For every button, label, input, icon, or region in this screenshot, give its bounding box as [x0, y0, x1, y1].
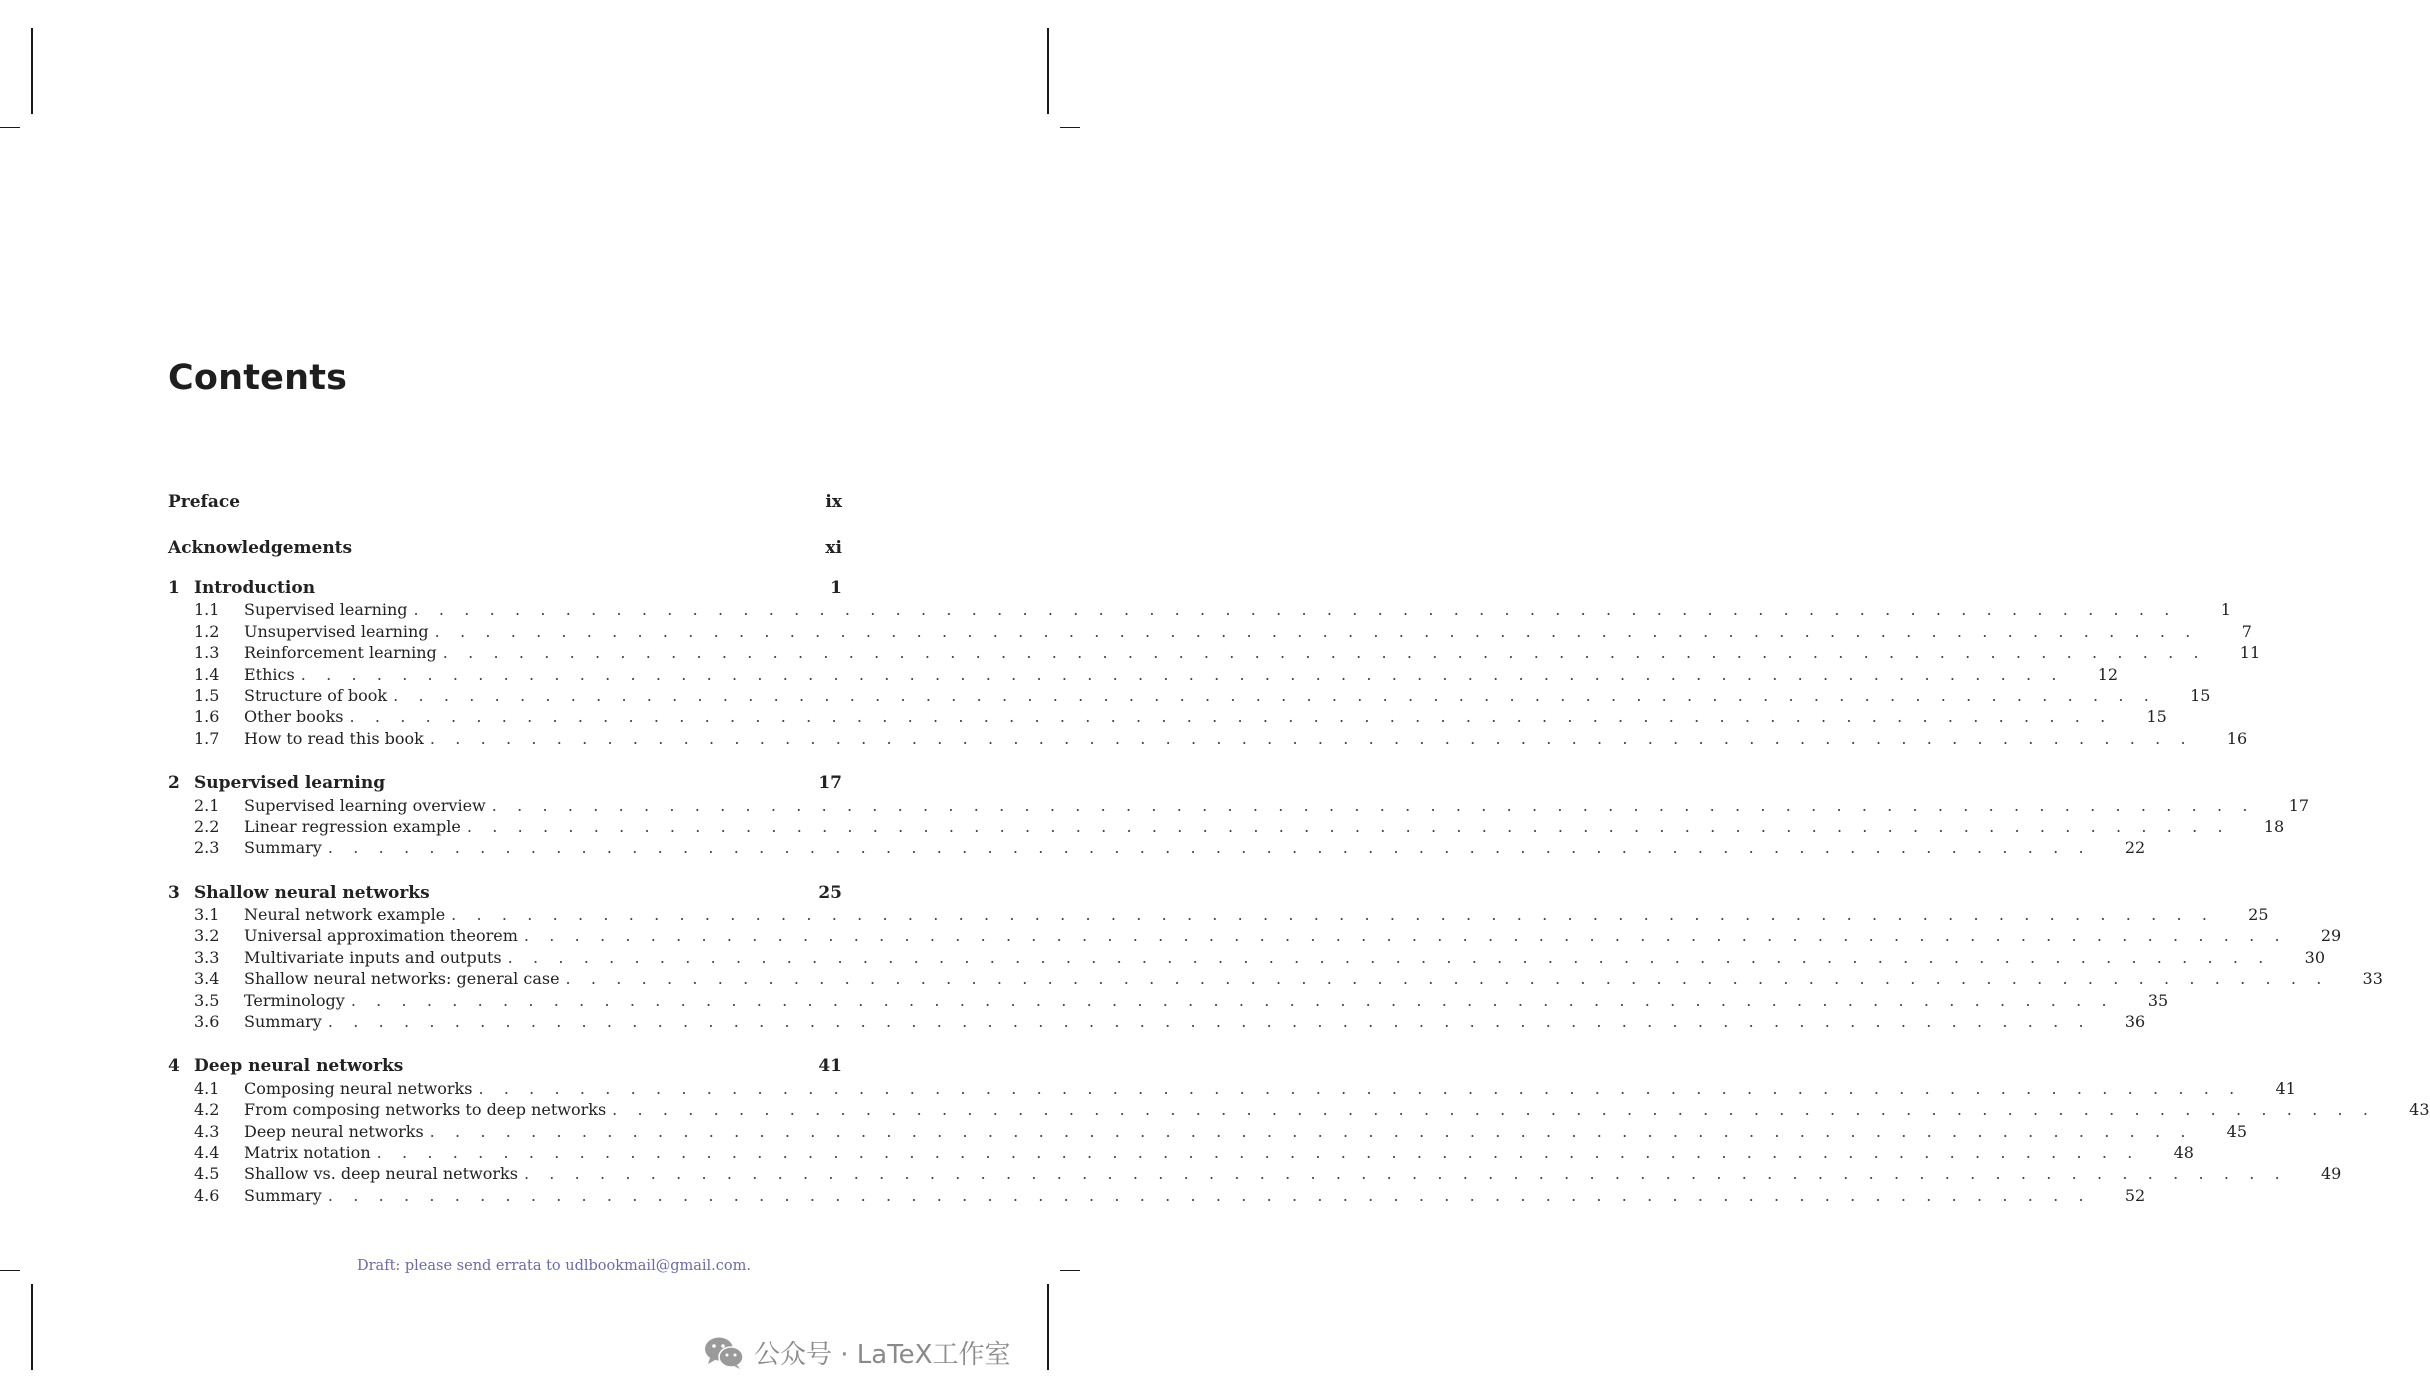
- toc-section: [168, 728, 2248, 749]
- section-title: How to read this book: [244, 728, 424, 748]
- section-page: 43: [2409, 1100, 2430, 1120]
- toc-chapter: [168, 882, 2383, 1033]
- table-of-contents: [168, 486, 2430, 1206]
- toc-section: [168, 837, 2146, 858]
- toc-section: [168, 1142, 2194, 1163]
- crop-mark: [31, 1284, 33, 1370]
- section-number: 4.4: [194, 1142, 220, 1162]
- entry-page: xi: [825, 538, 842, 558]
- section-number: 3.2: [194, 926, 220, 946]
- toc-chapter: [168, 578, 2261, 749]
- chapter-page: 41: [818, 1056, 842, 1077]
- section-number: 4.5: [194, 1164, 220, 1184]
- section-number: 3.1: [194, 905, 220, 925]
- section-title: Neural network example: [244, 905, 446, 925]
- section-title: Other books: [244, 707, 344, 727]
- section-page: 30: [2304, 947, 2325, 967]
- section-page: 36: [2124, 1012, 2146, 1032]
- section-title: Composing neural networks: [244, 1078, 473, 1098]
- section-page: 12: [2097, 664, 2119, 684]
- section-number: 1.6: [194, 707, 220, 727]
- toc-section: [168, 947, 2325, 968]
- section-title: Shallow neural networks: general case: [244, 969, 560, 989]
- entry-title: Preface: [168, 492, 241, 512]
- section-number: 4.2: [194, 1100, 220, 1120]
- dot-leader: . . . . . . . . . . . . . . . . . . . . . . . . . . . . . . . . . . . . . . . . . . . . . . . . . . . . . . . . . . . . . . . . . . . . . .: [429, 1121, 2194, 1141]
- chapter-page: 25: [818, 882, 842, 903]
- chapter-spacer: [168, 749, 842, 773]
- section-page: 11: [2239, 643, 2261, 663]
- dot-leader: . . . . . . . . . . . . . . . . . . . . . . . . . . . . . . . . . . . . . . . . . . . . . . . . . . . . . . . . . . . . . . . . . . . . . .: [393, 685, 2157, 705]
- dot-leader: . . . . . . . . . . . . . . . . . . . . . . . . . . . . . . . . . . . . . . . . . . . . . . . . . . . . . . . . . . . . . . . . . . . . . .: [491, 795, 2256, 815]
- crop-mark: [0, 127, 20, 128]
- section-number: 3.4: [194, 969, 220, 989]
- section-title: Summary: [244, 1012, 322, 1032]
- dot-leader: . . . . . . . . . . . . . . . . . . . . . . . . . . . . . . . . . . . . . . . . . . . . . . . . . . . . . . . . . . . . . . . . . . . . . .: [442, 643, 2207, 663]
- crop-mark: [1047, 1284, 1049, 1370]
- section-title: Reinforcement learning: [244, 643, 437, 663]
- section-page: 29: [2320, 926, 2342, 946]
- toc-chapter: [168, 1056, 2430, 1206]
- dot-leader: . . . . . . . . . . . . . . . . . . . . . . . . . . . . . . . . . . . . . . . . . . . . . . . . . . . . . . . . . . . . . . . . . . . . . .: [300, 664, 2065, 684]
- chapters-list: [168, 578, 2430, 1206]
- chapter-number: 2: [168, 773, 180, 794]
- entry-page: ix: [825, 492, 842, 512]
- chapter-number: 1: [168, 578, 180, 598]
- page-title: Contents: [168, 358, 348, 398]
- chapter-page: 1: [830, 578, 842, 598]
- toc-section: [168, 599, 2231, 620]
- chapter-spacer: [168, 859, 842, 883]
- dot-leader: . . . . . . . . . . . . . . . . . . . . . . . . . . . . . . . . . . . . . . . . . . . . . . . . . . . . . . . . . . . . . . . . . . . . . .: [327, 838, 2092, 858]
- chapter-heading: [168, 883, 842, 904]
- section-title: Matrix notation: [244, 1142, 371, 1162]
- toc-section: [168, 925, 2342, 946]
- section-page: 18: [2263, 816, 2285, 836]
- section-title: Supervised learning: [244, 600, 408, 620]
- footer-note: Draft: please send errata to udlbookmail@gmail.com.: [357, 1258, 751, 1274]
- toc-section: [168, 990, 2169, 1011]
- chapter-heading: [168, 773, 842, 794]
- dot-leader: . . . . . . . . . . . . . . . . . . . . . . . . . . . . . . . . . . . . . . . . . . . . . . . . . . . . . . . . . . . . . . . . . . . . . .: [327, 1185, 2092, 1205]
- chapter-title: Deep neural networks: [194, 1056, 404, 1077]
- section-title: Linear regression example: [244, 816, 461, 836]
- chapter-spacer: [168, 1032, 842, 1056]
- toc-chapter: [168, 773, 2310, 859]
- section-page: 52: [2124, 1185, 2146, 1205]
- crop-mark: [1060, 127, 1080, 128]
- toc-section: [168, 1011, 2146, 1032]
- dot-leader: . . . . . . . . . . . . . . . . . . . . . . . . . . . . . . . . . . . . . . . . . . . . . . . . . . . . . . . . . . . . . . . . . . . . . .: [507, 947, 2271, 967]
- section-page: 45: [2226, 1121, 2248, 1141]
- section-page: 1: [2220, 600, 2231, 620]
- chapter-heading: [168, 578, 842, 599]
- section-page: 22: [2124, 838, 2146, 858]
- section-number: 2.2: [194, 816, 220, 836]
- dot-leader: . . . . . . . . . . . . . . . . . . . . . . . . . . . . . . . . . . . . . . . . . . . . . . . . . . . . . . . . . . . . . . . . . . . . . .: [523, 1164, 2288, 1184]
- dot-leader: . . . . . . . . . . . . . . . . . . . . . . . . . . . . . . . . . . . . . . . . . . . . . . . . . . . . . . . . . . . . . . . . . . . . . .: [451, 905, 2215, 925]
- toc-section: [168, 1078, 2296, 1099]
- toc-front-entry: [168, 486, 842, 532]
- dot-leader: . . . . . . . . . . . . . . . . . . . . . . . . . . . . . . . . . . . . . . . . . . . . . . . . . . . . . . . . . . . . . . . . . . . . . .: [612, 1100, 2376, 1120]
- dot-leader: . . . . . . . . . . . . . . . . . . . . . . . . . . . . . . . . . . . . . . . . . . . . . . . . . . . . . . . . . . . . . . . . . . . . . .: [565, 969, 2329, 989]
- toc-section: [168, 642, 2261, 663]
- section-title: Summary: [244, 838, 322, 858]
- section-number: 3.6: [194, 1012, 220, 1032]
- section-title: Ethics: [244, 664, 295, 684]
- section-title: Terminology: [244, 990, 345, 1010]
- section-number: 1.4: [194, 664, 220, 684]
- dot-leader: . . . . . . . . . . . . . . . . . . . . . . . . . . . . . . . . . . . . . . . . . . . . . . . . . . . . . . . . . . . . . . . . . . . . . .: [327, 1012, 2092, 1032]
- section-title: Shallow vs. deep neural networks: [244, 1164, 518, 1184]
- toc-section: [168, 816, 2285, 837]
- section-page: 17: [2288, 795, 2310, 815]
- chapter-title: Shallow neural networks: [194, 882, 430, 903]
- dot-leader: . . . . . . . . . . . . . . . . . . . . . . . . . . . . . . . . . . . . . . . . . . . . . . . . . . . . . . . . . . . . . . . . . . . . . .: [434, 621, 2198, 641]
- toc-section: [168, 664, 2119, 685]
- toc-section: [168, 1099, 2430, 1120]
- section-number: 2.3: [194, 838, 220, 858]
- dot-leader: . . . . . . . . . . . . . . . . . . . . . . . . . . . . . . . . . . . . . . . . . . . . . . . . . . . . . . . . . . . . . . . . . . . . . .: [350, 990, 2115, 1010]
- toc-section: [168, 1163, 2342, 1184]
- section-number: 1.7: [194, 728, 220, 748]
- section-title: Deep neural networks: [244, 1121, 424, 1141]
- toc-section: [168, 968, 2383, 989]
- dot-leader: . . . . . . . . . . . . . . . . . . . . . . . . . . . . . . . . . . . . . . . . . . . . . . . . . . . . . . . . . . . . . . . . . . . . . .: [478, 1078, 2242, 1098]
- section-title: Supervised learning overview: [244, 795, 486, 815]
- toc-section: [168, 1121, 2248, 1142]
- section-number: 1.5: [194, 685, 220, 705]
- section-page: 15: [2146, 707, 2167, 727]
- section-number: 4.1: [194, 1078, 220, 1098]
- section-number: 4.6: [194, 1185, 220, 1205]
- chapter-page: 17: [818, 773, 842, 794]
- toc-section: [168, 904, 2269, 925]
- section-page: 41: [2275, 1078, 2296, 1098]
- section-page: 48: [2173, 1142, 2194, 1162]
- section-title: Structure of book: [244, 685, 388, 705]
- section-page: 7: [2241, 621, 2252, 641]
- section-title: Universal approximation theorem: [244, 926, 518, 946]
- toc-section: [168, 685, 2211, 706]
- dot-leader: . . . . . . . . . . . . . . . . . . . . . . . . . . . . . . . . . . . . . . . . . . . . . . . . . . . . . . . . . . . . . . . . . . . . . .: [413, 600, 2177, 620]
- section-page: 33: [2362, 969, 2383, 989]
- watermark-text: 公众号 · LaTeX工作室: [754, 1340, 1011, 1370]
- dot-leader: . . . . . . . . . . . . . . . . . . . . . . . . . . . . . . . . . . . . . . . . . . . . . . . . . . . . . . . . . . . . . . . . . . . . . .: [376, 1142, 2140, 1162]
- section-number: 1.3: [194, 643, 220, 663]
- toc-front-entry: [168, 532, 842, 578]
- crop-mark: [1047, 28, 1049, 114]
- crop-mark: [31, 28, 33, 114]
- section-title: From composing networks to deep networks: [244, 1100, 607, 1120]
- section-page: 25: [2248, 905, 2269, 925]
- section-title: Summary: [244, 1185, 322, 1205]
- section-number: 1.2: [194, 621, 220, 641]
- dot-leader: . . . . . . . . . . . . . . . . . . . . . . . . . . . . . . . . . . . . . . . . . . . . . . . . . . . . . . . . . . . . . . . . . . . . . .: [349, 707, 2113, 727]
- chapter-title: Introduction: [194, 578, 316, 598]
- chapter-number: 3: [168, 882, 180, 903]
- section-page: 16: [2226, 728, 2248, 748]
- toc-section: [168, 795, 2310, 816]
- toc-section: [168, 706, 2167, 727]
- toc-section: [168, 621, 2252, 642]
- section-page: 49: [2320, 1164, 2342, 1184]
- toc-section: [168, 1185, 2146, 1206]
- chapter-heading: [168, 1056, 842, 1077]
- front-matter: [168, 486, 842, 578]
- watermark: [704, 1334, 1010, 1371]
- section-number: 2.1: [194, 795, 220, 815]
- chapter-number: 4: [168, 1056, 180, 1077]
- dot-leader: . . . . . . . . . . . . . . . . . . . . . . . . . . . . . . . . . . . . . . . . . . . . . . . . . . . . . . . . . . . . . . . . . . . . . .: [523, 926, 2288, 946]
- chapter-title: Supervised learning: [194, 773, 386, 794]
- section-number: 3.3: [194, 947, 220, 967]
- section-title: Multivariate inputs and outputs: [244, 947, 502, 967]
- dot-leader: . . . . . . . . . . . . . . . . . . . . . . . . . . . . . . . . . . . . . . . . . . . . . . . . . . . . . . . . . . . . . . . . . . . . . .: [466, 816, 2231, 836]
- wechat-icon: [704, 1336, 744, 1370]
- section-title: Unsupervised learning: [244, 621, 429, 641]
- entry-title: Acknowledgements: [168, 538, 353, 558]
- section-page: 15: [2190, 685, 2211, 705]
- section-number: 3.5: [194, 990, 220, 1010]
- dot-leader: . . . . . . . . . . . . . . . . . . . . . . . . . . . . . . . . . . . . . . . . . . . . . . . . . . . . . . . . . . . . . . . . . . . . . .: [429, 728, 2194, 748]
- section-number: 4.3: [194, 1121, 220, 1141]
- section-page: 35: [2147, 990, 2169, 1010]
- section-number: 1.1: [194, 600, 220, 620]
